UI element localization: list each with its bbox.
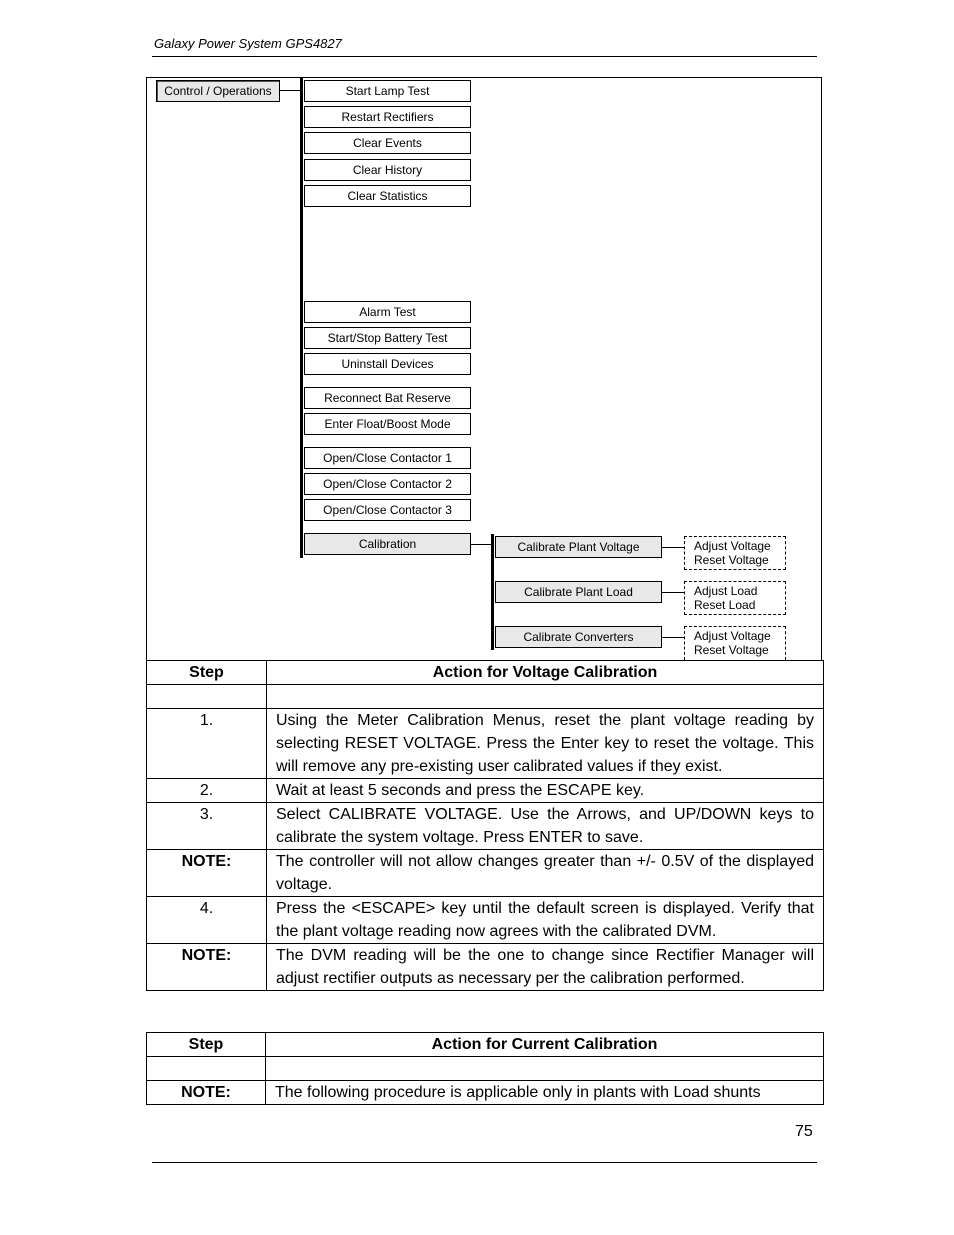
- current-calibration-table: [146, 1032, 824, 1105]
- table-header-row: [147, 1033, 824, 1057]
- page-number: 75: [795, 1123, 813, 1140]
- submenu-adjust-voltage: Adjust Voltage: [694, 539, 771, 553]
- menu-item-contactor-2: Open/Close Contactor 2: [304, 473, 471, 495]
- menu-item-alarm-test: Alarm Test: [304, 301, 471, 323]
- header-rule: [152, 56, 817, 57]
- connector-plant-voltage: [662, 547, 684, 548]
- menu-item-uninstall-devices: Uninstall Devices: [304, 353, 471, 375]
- column-header-action: Action for Current Calibration: [266, 1033, 824, 1057]
- menu-root-control-operations: Control / Operations: [156, 80, 280, 102]
- step-cell: NOTE:: [147, 944, 267, 991]
- menu-item-calibrate-converters: Calibrate Converters: [495, 626, 662, 648]
- table-header-row: [147, 661, 824, 685]
- menu-item-reconnect-bat-reserve: Reconnect Bat Reserve: [304, 387, 471, 409]
- footer-rule: [152, 1162, 817, 1163]
- connector-plant-load: [662, 592, 684, 593]
- table-row: [147, 897, 824, 944]
- column-header-action: Action for Voltage Calibration: [267, 661, 824, 685]
- table-row: [147, 1081, 824, 1105]
- submenu-reset-load: Reset Load: [694, 598, 756, 612]
- menu-item-float-boost-mode: Enter Float/Boost Mode: [304, 413, 471, 435]
- action-cell: Press the <ESCAPE> key until the default screen is displayed. Verify that the plant voltage reading now agrees with the calibrated DVM.: [267, 897, 824, 944]
- action-cell: Select CALIBRATE VOLTAGE. Use the Arrows, and UP/DOWN keys to calibrate the system voltage. Press ENTER to save.: [267, 803, 824, 850]
- action-cell: Wait at least 5 seconds and press the ESCAPE key.: [267, 779, 824, 803]
- table-row: [147, 944, 824, 991]
- submenu-plant-load: [684, 581, 786, 615]
- step-cell: NOTE:: [147, 1081, 266, 1105]
- menu-trunk-line: [300, 78, 303, 558]
- submenu-plant-voltage: [684, 536, 786, 570]
- menu-item-contactor-3: Open/Close Contactor 3: [304, 499, 471, 521]
- menu-item-start-lamp-test: Start Lamp Test: [304, 80, 471, 102]
- menu-item-clear-history: Clear History: [304, 159, 471, 181]
- step-cell: NOTE:: [147, 850, 267, 897]
- table-row: [147, 779, 824, 803]
- menu-item-clear-events: Clear Events: [304, 132, 471, 154]
- voltage-calibration-table: [146, 660, 824, 991]
- step-cell: 3.: [147, 803, 267, 850]
- submenu-adjust-voltage: Adjust Voltage: [694, 629, 771, 643]
- menu-item-clear-statistics: Clear Statistics: [304, 185, 471, 207]
- table-row-empty: [147, 1057, 824, 1081]
- step-cell: 1.: [147, 709, 267, 779]
- action-cell: Using the Meter Calibration Menus, reset the plant voltage reading by selecting RESET VOLTAGE. Press the Enter key to reset the voltage. This will remove any pre-existing user calibrated values if they exist.: [267, 709, 824, 779]
- menu-item-restart-rectifiers: Restart Rectifiers: [304, 106, 471, 128]
- menu-item-calibration: Calibration: [304, 533, 471, 555]
- action-cell: The controller will not allow changes greater than +/- 0.5V of the displayed voltage.: [267, 850, 824, 897]
- column-header-step: Step: [147, 1033, 266, 1057]
- column-header-step: Step: [147, 661, 267, 685]
- connector-root: [280, 90, 302, 91]
- submenu-adjust-load: Adjust Load: [694, 584, 758, 598]
- step-cell: 2.: [147, 779, 267, 803]
- table-row: [147, 709, 824, 779]
- submenu-reset-voltage: Reset Voltage: [694, 643, 769, 657]
- menu-item-calibrate-plant-load: Calibrate Plant Load: [495, 581, 662, 603]
- table-row: [147, 803, 824, 850]
- menu-item-contactor-1: Open/Close Contactor 1: [304, 447, 471, 469]
- action-cell: The following procedure is applicable only in plants with Load shunts: [266, 1081, 824, 1105]
- menu-item-battery-test: Start/Stop Battery Test: [304, 327, 471, 349]
- step-cell: 4.: [147, 897, 267, 944]
- menu-diagram: [146, 77, 822, 660]
- action-cell: The DVM reading will be the one to change since Rectifier Manager will adjust rectifier outputs as necessary per the calibration performed.: [267, 944, 824, 991]
- connector-converters: [662, 637, 684, 638]
- page-header-title: Galaxy Power System GPS4827: [154, 36, 342, 51]
- submenu-converters: [684, 626, 786, 660]
- calibration-branch-line: [491, 534, 494, 650]
- submenu-reset-voltage: Reset Voltage: [694, 553, 769, 567]
- table-row-empty: [147, 685, 824, 709]
- menu-item-calibrate-plant-voltage: Calibrate Plant Voltage: [495, 536, 662, 558]
- connector-calibration: [471, 544, 493, 545]
- table-row: [147, 850, 824, 897]
